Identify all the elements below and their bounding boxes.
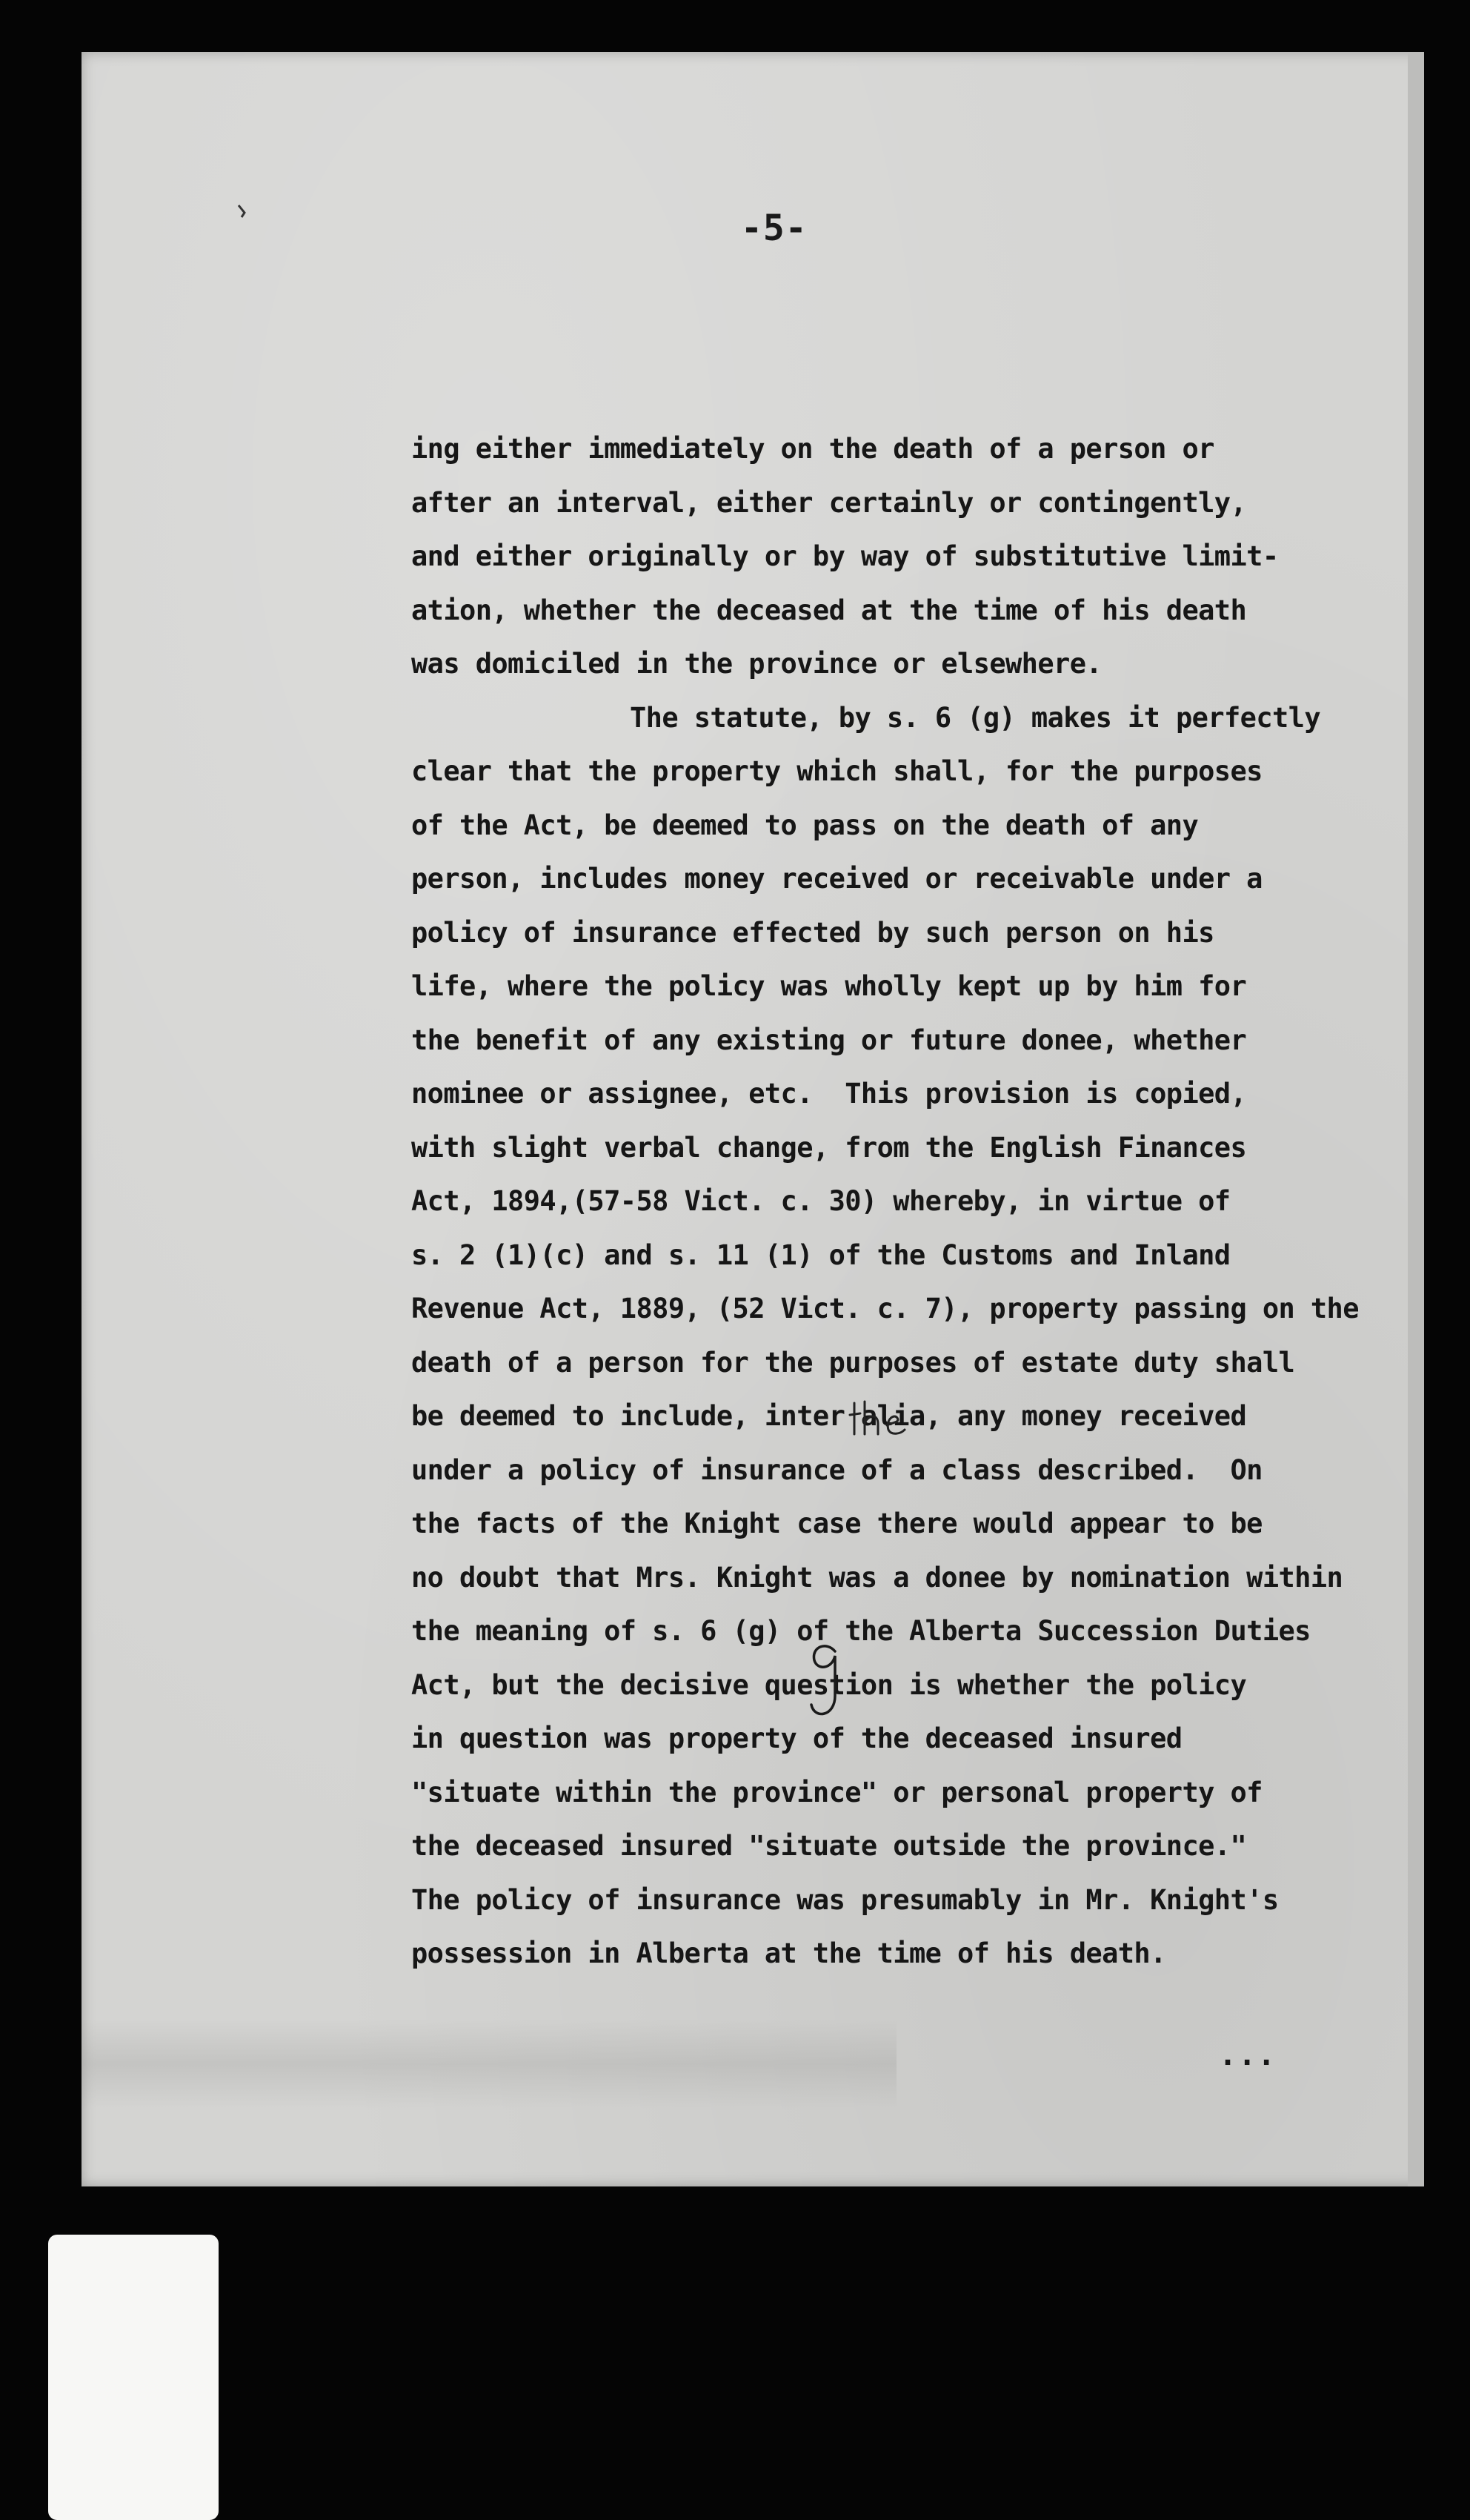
text-line: be deemed to include, inter alia, any money received xyxy=(411,1400,1247,1432)
text-line: "situate within the province" or personal property of xyxy=(411,1776,1263,1808)
text-line: The policy of insurance was presumably in Mr. Knight's xyxy=(411,1883,1279,1916)
text-line: possession in Alberta at the time of his death. xyxy=(411,1937,1166,1969)
text-line: person, includes money received or receivable under a xyxy=(411,863,1263,895)
body-text xyxy=(411,422,1424,1981)
text-line: death of a person for the purposes of estate duty shall xyxy=(411,1346,1295,1379)
continuation-mark: ... xyxy=(1219,2038,1277,2072)
text-line: policy of insurance effected by such person on his xyxy=(411,916,1214,949)
text-line: Revenue Act, 1889, (52 Vict. c. 7), property passing on the xyxy=(411,1293,1359,1324)
text-line: clear that the property which shall, for the purposes xyxy=(411,755,1263,787)
text-line: the deceased insured "situate outside the province." xyxy=(411,1830,1247,1862)
text-line: ing either immediately on the death of a person or xyxy=(411,433,1214,465)
text-line: the facts of the Knight case there would appear to be xyxy=(411,1508,1263,1539)
ink-smudge xyxy=(82,2020,897,2109)
stray-mark xyxy=(237,204,247,219)
text-line: no doubt that Mrs. Knight was a donee by nomination within xyxy=(411,1561,1343,1594)
text-line: Act, but the decisive question is whether the policy xyxy=(411,1668,1247,1701)
text-line: with slight verbal change, from the English Finances xyxy=(411,1131,1247,1164)
text-line: of the Act, be deemed to pass on the death of any xyxy=(411,809,1199,841)
text-line: life, where the policy was wholly kept up by him for xyxy=(411,970,1247,1002)
text-line: s. 2 (1)(c) and s. 11 (1) of the Customs and Inland xyxy=(411,1239,1231,1271)
text-line: the meaning of s. 6 (g) of the Alberta Succession Duties xyxy=(411,1615,1311,1647)
page-number: -5- xyxy=(741,208,808,249)
paper-sheet xyxy=(82,52,1424,2186)
text-line: Act, 1894,(57-58 Vict. c. 30) whereby, in virtue of xyxy=(411,1185,1231,1217)
text-line: the benefit of any existing or future donee, whether xyxy=(411,1024,1247,1056)
handwritten-insert-mark xyxy=(848,1397,915,1442)
text-line: ation, whether the deceased at the time of his death xyxy=(411,594,1247,626)
text-line: after an interval, either certainly or contingently, xyxy=(411,486,1247,519)
text-line: was domiciled in the province or elsewhere. xyxy=(411,648,1102,680)
text-line: under a policy of insurance of a class described. On xyxy=(411,1453,1263,1486)
text-line: and either originally or by way of substitutive limit- xyxy=(411,540,1279,572)
text-line: in question was property of the deceased insured xyxy=(411,1722,1183,1754)
text-line: nominee or assignee, etc. This provision is copied, xyxy=(411,1078,1247,1110)
paragraph-start-line: The statute, by s. 6 (g) makes it perfectly xyxy=(630,701,1321,734)
white-label-card xyxy=(48,2235,219,2520)
handwritten-correction-mark xyxy=(804,1637,848,1725)
